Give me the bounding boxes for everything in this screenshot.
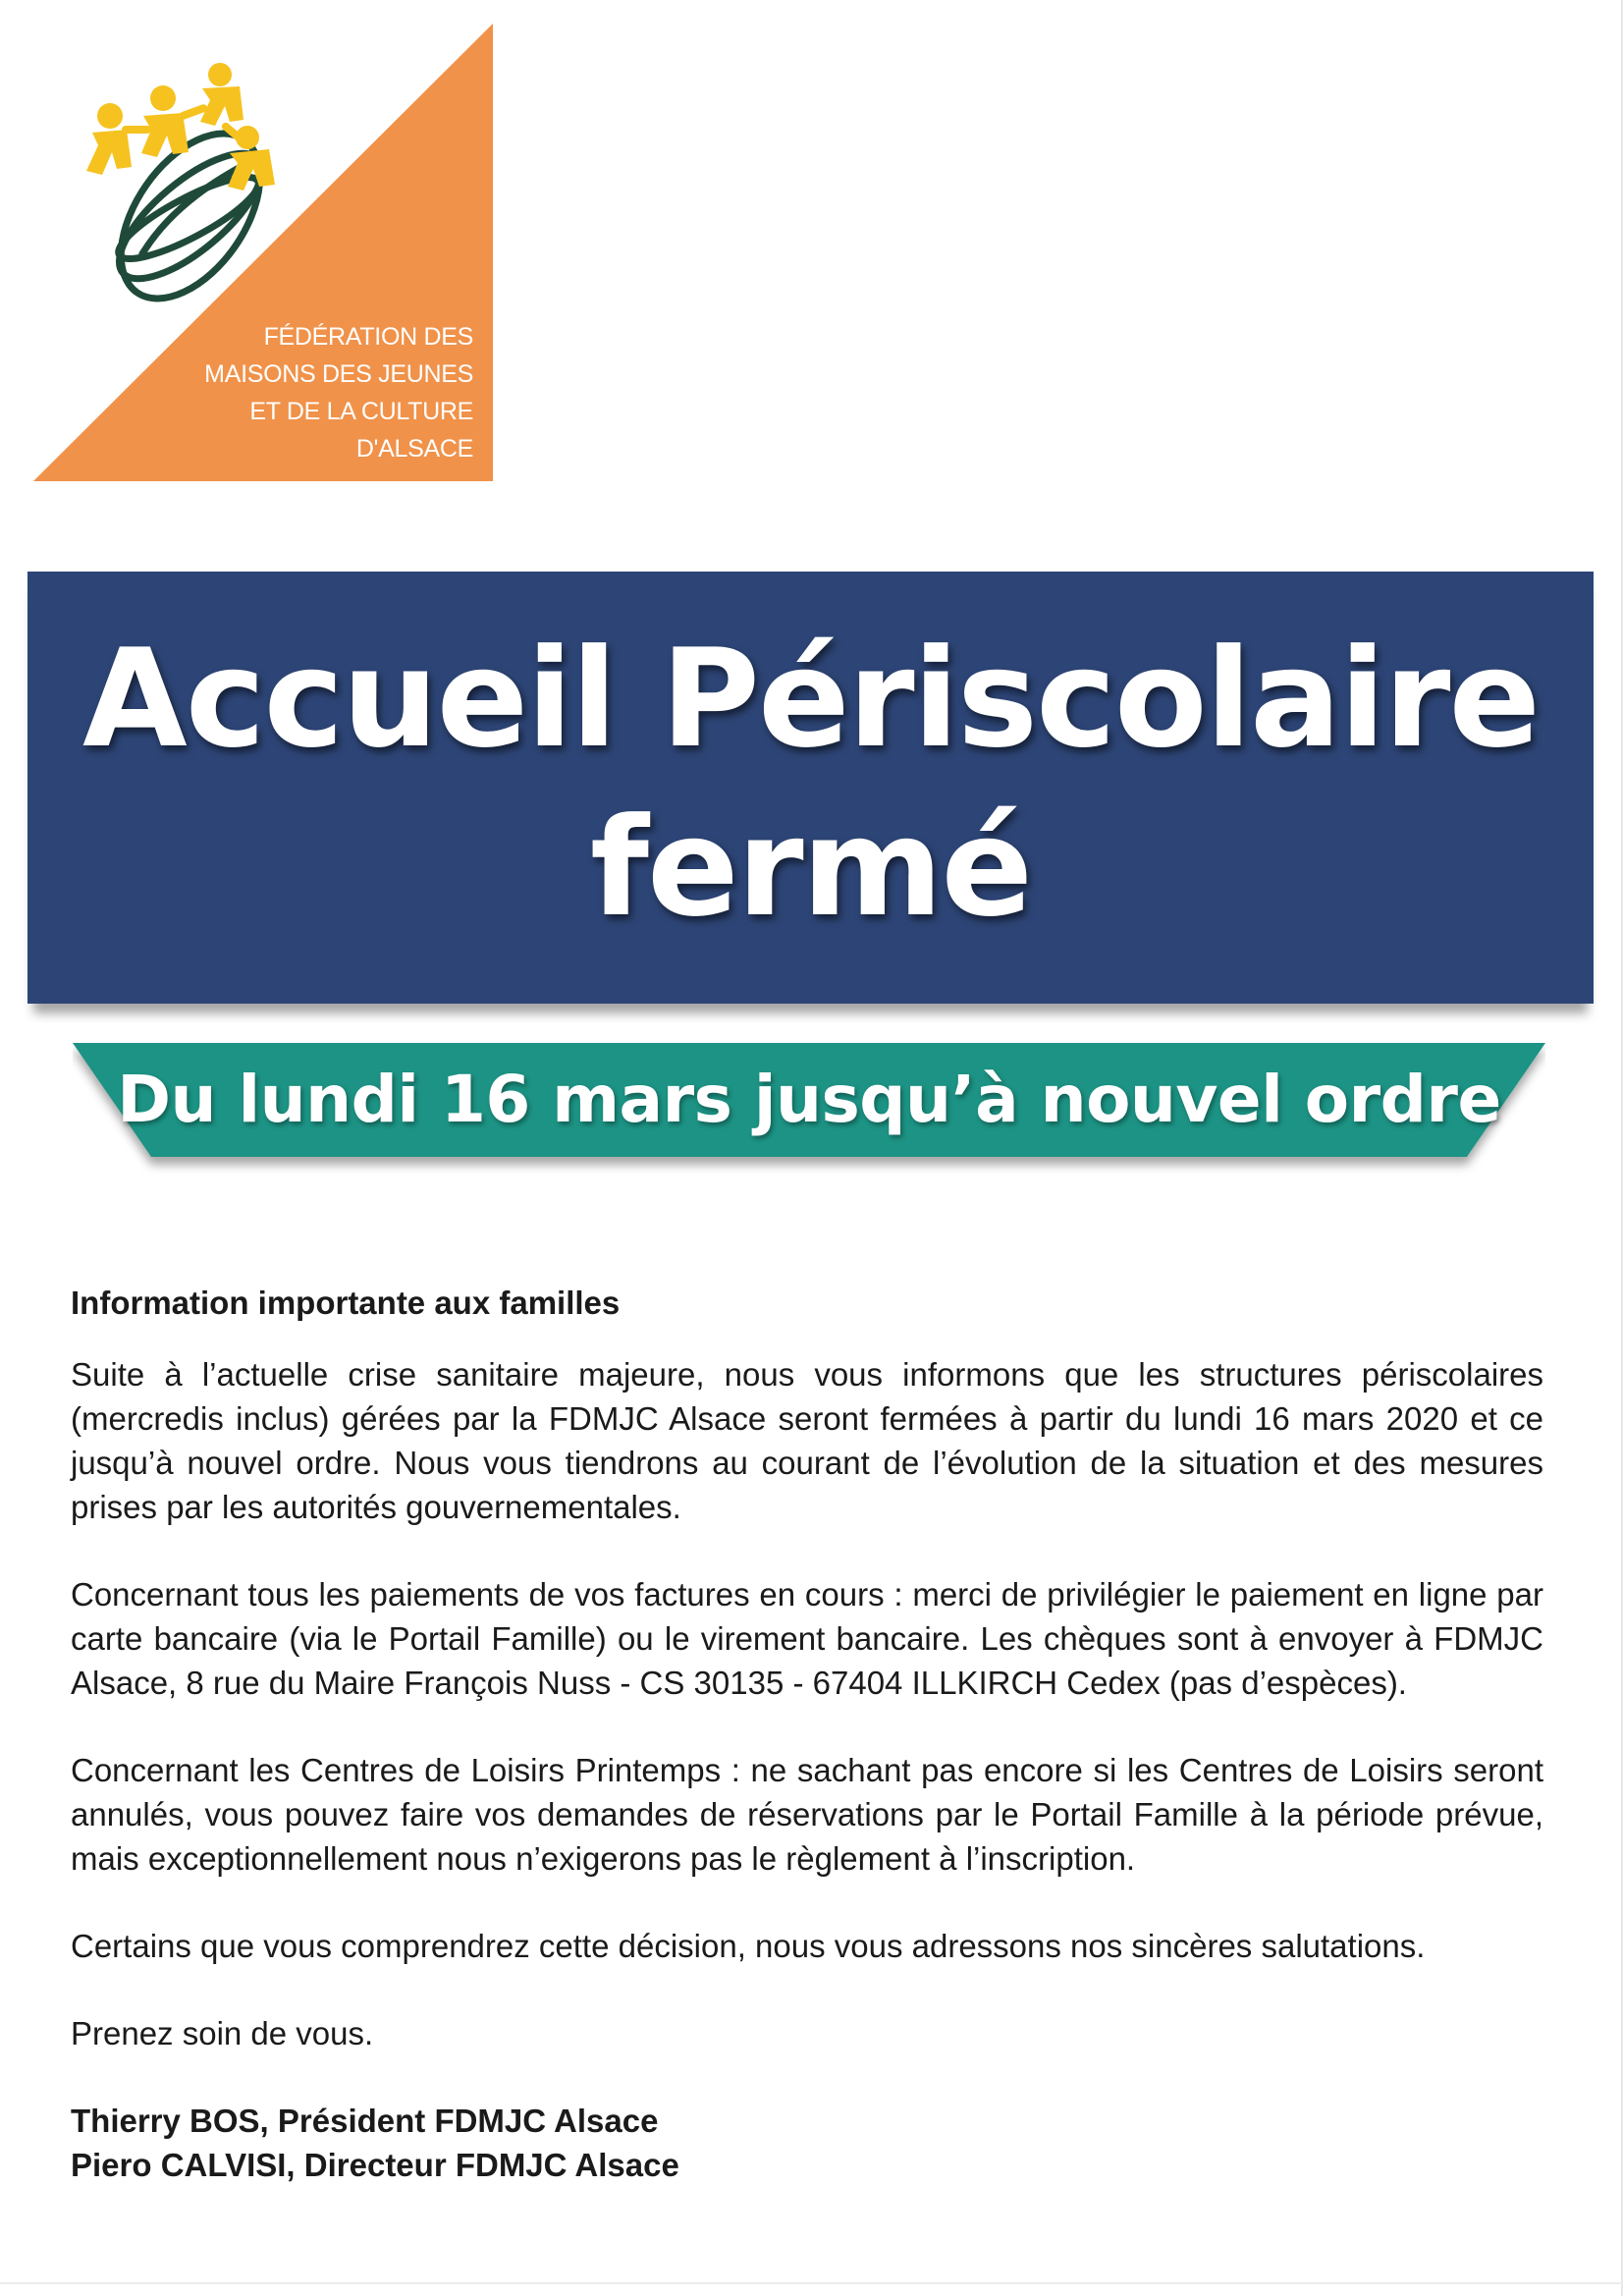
letter-paragraph: Prenez soin de vous. — [71, 2015, 374, 2051]
logo-text-line: ET DE LA CULTURE — [249, 398, 473, 425]
signature-line: Thierry BOS, Président FDMJC Alsace — [71, 2103, 659, 2139]
signature-block — [71, 2099, 1543, 2187]
letter-paragraph: Suite à l’actuelle crise sanitaire majeure, nous vous informons que les structures périscolaires (mercredis inclus) gérées par la FDMJC Alsace seront fermées à partir du lundi 16 mars 2020 et ce jusqu’à nouvel ordre. Nous vous tiendrons au courant de l’évolution de la situation et des mesures prises par les autorités gouvernementales. — [71, 1356, 1543, 1525]
logo-text — [179, 318, 473, 467]
letter-heading: Information importante aux familles — [71, 1285, 621, 1321]
letter-paragraph: Concernant tous les paiements de vos factures en cours : merci de privilégier le paiement en ligne par carte bancaire (via le Portail Famille) ou le virement bancaire. Les chèques sont à envoyer à FDMJC Alsace, 8 rue du Maire François Nuss - CS 30135 - 67404 ILLKIRCH Cedex (pas d’espèces). — [71, 1576, 1543, 1701]
children-globe-icon — [73, 59, 308, 324]
title-line-1: Accueil Périscolaire — [81, 620, 1540, 778]
logo-text-line: MAISONS DES JEUNES — [204, 360, 473, 388]
title-banner — [27, 572, 1594, 1004]
fdmjc-logo — [33, 24, 493, 481]
date-ribbon — [73, 1041, 1545, 1176]
letter-paragraph: Certains que vous comprendrez cette décision, nous vous adressons nos sincères salutations. — [71, 1928, 1426, 1964]
page-edge — [0, 2282, 1623, 2284]
letter-body — [71, 1281, 1543, 2187]
logo-text-line: D'ALSACE — [355, 435, 473, 463]
letter-paragraph: Concernant les Centres de Loisirs Printemps : ne sachant pas encore si les Centres de Loisirs seront annulés, vous pouvez faire vos demandes de réservations par le Portail Famille à la période prévue, mais exceptionnellement nous n’exigerons pas le règlement à l’inscription. — [71, 1752, 1543, 1877]
date-text: Du lundi 16 mars jusqu’à nouvel ordre — [117, 1061, 1501, 1137]
signature-line: Piero CALVISI, Directeur FDMJC Alsace — [71, 2147, 679, 2183]
logo-text-line: FÉDÉRATION DES — [263, 323, 473, 351]
title-line-2: fermé — [589, 789, 1032, 947]
